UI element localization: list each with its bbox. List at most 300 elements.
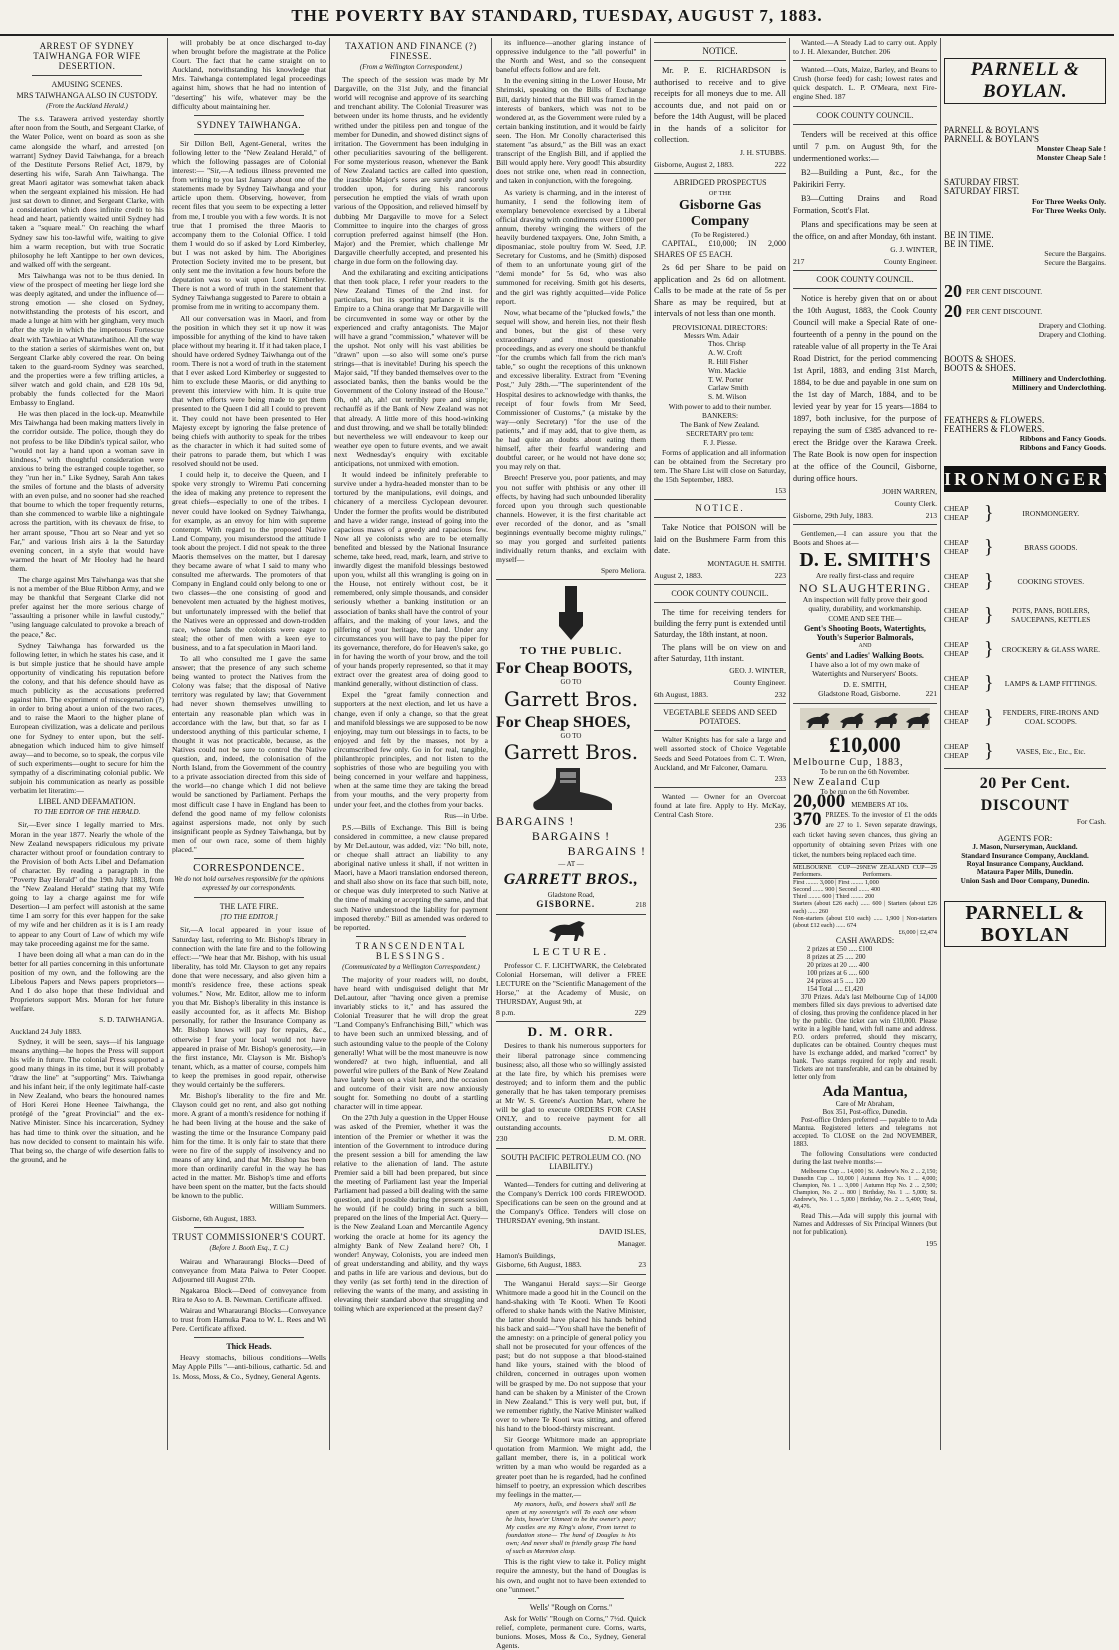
cash-awards: [793, 946, 937, 994]
column-rule: [789, 38, 790, 1450]
sweep-table: [793, 879, 937, 937]
ad-number: 233: [774, 773, 786, 783]
ad-number: 221: [925, 689, 937, 699]
table-heading: NEW ZEALAND CUP—29 Performers.: [862, 863, 937, 878]
ad-number: 195: [925, 1238, 937, 1248]
article-paragraph: The s.s. Tarawera arrived yesterday shortly after noon from the South, and Sergeant Clarke, of the Water Police, went on board as soon as she came alongside the wharf, and arrested [on warrant] Sydney David Taiwhanga, for a breach of the Destitute Persons Relief Act, 1879, by deserting his wife, Sarah Ann Taiwhanga. The great Maori agitator was somewhat taken aback when the sergeant explained his mission. He had just sat down to dinner, and Sergeant Clarke, with a consideration which does infinite credit to his head and heart, patiently waited until Sydney had taken a "square meal." On reaching the wharf Sydney saw his too-lawful wife, waiting to give him a warm reception, but with true Socratic philosophy he left Xantippe to her own devices, and walked off with the sergeant.: [10, 114, 164, 269]
ad-role: County Engineer.: [733, 677, 786, 687]
column-rule: [940, 38, 941, 1450]
ad-paragraph: B2—Building a Punt, &c., for the Pakirikiri Ferry.: [793, 167, 937, 189]
ad-town: GISBORNE.: [536, 898, 596, 909]
ad-signature: JOHN WARREN,: [882, 486, 937, 496]
cheap-label: [944, 538, 982, 556]
ad-heading: BANKERS:: [701, 411, 739, 421]
divider: [793, 524, 937, 525]
table-row: 8 prizes at 25 ..... 200: [807, 953, 866, 961]
ad-brand: D. E. SMITH'S: [799, 549, 931, 572]
divider: [654, 602, 786, 603]
table-row: First ........ 3,000 | First ........ 1,000: [793, 878, 879, 886]
table-row: Starters (about £26 each) ...... 600 | Starters (about £26 each) ...... 260: [793, 900, 937, 915]
divider: [496, 1274, 646, 1275]
prizes-row: [793, 810, 937, 860]
article-paragraph: its influence—another glaring instance of oppressive indulgence to the "all powerful" in the North and West, and so the consequent baneful effects follow and are felt.: [496, 38, 646, 75]
ad-line: BE IN TIME.: [944, 229, 994, 240]
members-count: 20,000: [793, 790, 846, 812]
ad-brand: Garrett Bros.: [503, 686, 639, 711]
ad-footer: [496, 1134, 646, 1143]
ad-line: Monster Cheap Sale !: [1036, 153, 1106, 163]
letter-paragraph: Sir,—Ever since I legally married to Mrs. Moran in the year 1877. Nearly the whole of the New Zealand newspapers ridiculous my private character without proof or foundation contrary to the Provision of both Acts Libel and Defamation of character. By reading a paragraph in the "Poverty Bay Herald" of the 19th July 1883, from the "New Zealand Herald" stating that my Wife going to lay a charge against me for wife Desertion—I am perfect will astonish at the same time I am sorry for this ever happen for the sake of my wife and her children as it is is I am ready to appear to any Court of Law of which my wife may take proceeding against me for the same.: [10, 820, 164, 948]
cheap-item-label: VASES, Etc., Etc., Etc.: [1015, 746, 1086, 756]
agent-entry: Royal Insurance Company, Auckland.: [966, 860, 1084, 869]
cheap-item-row: [944, 568, 1106, 594]
ad-address: Hamon's Buildings,: [496, 1251, 556, 1261]
article-paragraph: As variety is charming, and in the interest of humanity, I send the following item of exemplary benevolence exercised by a Liberal official drawing with condiments over £1000 per annum, thereby wringing the withers of the heavily burdened taxpayers. One, John Smith, a diposmaniac, stole poultry from W. Seed, J.P. Secretary for Customs, and he (Smith) disposed of them to an unfortunate young girl of the "demi monde" for 5s 6d, who was also summoned for receiving. Smith got his deserts, and the girl was rightly acquitted—vide Police report.: [496, 187, 646, 306]
divider: [654, 703, 786, 704]
ad-brand: Gisborne Gas Company: [678, 197, 762, 229]
director-name: Messrs Wm. Adair: [684, 330, 739, 340]
director-name: A. W. Croft: [708, 348, 743, 358]
ad-paragraph: CAPITAL, £10,000; IN 2,000 SHARES OF £5 EACH.: [654, 239, 786, 259]
ad-line: FEATHERS & FLOWERS.: [944, 423, 1045, 434]
ad-line: Millinery and Underclothing.: [1012, 382, 1106, 392]
masthead: [0, 0, 1114, 36]
ad-paragraph: Post-office Orders preferred — payable to to Ada Mantua. Registered letters and telegrams not accepted. To CLOSE on the 2nd NOVEMBER, 1883.: [793, 1116, 937, 1148]
parnell-boylan-heading: PARNELL & BOYLAN.: [944, 58, 1106, 104]
ad-bargains: BARGAINS !: [531, 828, 611, 843]
divider: [194, 115, 304, 116]
table-row: Second ....... 900 | Second ....... 400: [793, 886, 881, 894]
ad-line: Millinery and Underclothing.: [1012, 373, 1106, 383]
divider: [194, 897, 304, 898]
ad-line: The Bank of New Zealand.: [680, 420, 760, 430]
divider: [793, 703, 937, 704]
ad-bargains: BARGAINS !: [496, 813, 575, 828]
divider: [654, 60, 786, 61]
article-source: (From a Wellington Correspondent.): [359, 63, 463, 71]
column-rule: [167, 38, 168, 1450]
ad-paragraph: The plans will be on view on and after Saturday, 11th instant.: [654, 642, 786, 663]
ad-line: FEATHERS & FLOWERS.: [944, 414, 1045, 425]
column-2: [172, 38, 326, 1450]
ad-signature: G. J. WINTER,: [890, 244, 937, 254]
table-row: Non-starters (about £10 each) ...... 1,900 | Non-starters (about £12 each) ...... 674: [793, 914, 937, 930]
agent-entry: Standard Insurance Company, Auckland.: [961, 851, 1089, 860]
divider: [496, 1148, 646, 1149]
cheap-label: [944, 674, 982, 692]
column-rule: [491, 38, 492, 1450]
ad-footer: [496, 900, 646, 910]
column-4: [496, 38, 646, 1650]
ad-signature: MONTAGUE H. SMITH.: [707, 558, 786, 568]
cheap-item-label: POTS, PANS, BOILERS, SAUCEPANS, KETTLES: [1011, 606, 1091, 625]
members-price: MEMBERS AT 10s.: [851, 800, 909, 809]
court-bench: (Before J. Booth Esq., T. C.): [209, 1244, 289, 1253]
directors-list: [654, 332, 786, 402]
ad-paragraph: Ask for Wells' "Rough on Corns," 7½d. Quick relief, complete, permanent cure. Corns, warts, bunions. Moses, Moss & Co., Sydney, General Agents.: [496, 1613, 646, 1650]
column-1: [10, 38, 164, 1450]
ad-paragraph: Notice is hereby given that on or about the 10th August, 1883, the Cook County Council will make a Special Rate of one-fourteenth of a penny in the pound on the rateable value of all property in the Te Arai Road District, for the period commencing 1st April, 1883, and ending 31st March, 1884, to be due and payable in one sum on the 1st day of March, 1884, and to be levied year by year for 15 years—1884 to 1897, both inclusive, for the purpose of repaying the sum of £385 advanced to re-erect the Bridge over the Karawa Creek. The Rate Book is now open for inspection at the office of the Council, Gisborne, during office hours.: [793, 293, 937, 483]
ad-paragraph: The following Consultations were conducted during the last twelve months:—: [793, 1150, 937, 1166]
ad-number: 232: [774, 690, 786, 700]
divider: [496, 1021, 646, 1022]
ad-line: COME AND SEE THE—: [828, 614, 902, 623]
article-paragraph: Wairau and Wharaurangi Blocks—Conveyance to trust from Hamuka Paoa to W. L. Rees and Wi Pere. Certificate affixed.: [172, 1306, 326, 1334]
letter-signature: S. D. TAIWHANGA.: [99, 1015, 164, 1025]
divider: [356, 936, 466, 937]
ad-date: August 2, 1883.: [654, 570, 703, 580]
article-paragraph: In the evening sitting in the Lower House, Mr Shrimski, speaking on the Bills of Exchange Bill, darkly hinted that the Bill was framed in the interests of bankers, which was not to be wondered at, as the Government were ruled by a certain banking institution, and it would be fairly seen. The Hon. Mr Conolly characterised this statement "as absurd," as the Bill was an exact transcript of the English Bill, and if applied the Bill would apply here. Very good! This absurdity does not strike one, when read in connection, and taken in conjunction, with the foregoing.: [496, 76, 646, 186]
ad-address: Care of Mr Abraham,: [835, 1100, 895, 1108]
cheap-item-row: [944, 534, 1106, 560]
article-headline: TAXATION AND FINANCE (?) FINESSE.: [345, 41, 477, 61]
brace-icon: }: [984, 604, 994, 627]
divider: [654, 730, 786, 731]
prize-amount: £10,000: [829, 731, 901, 757]
article-paragraph: Sir George Whitmore made an appropriate quotation from Marmion. We might add, the gallant member, there is, in a political work written by a man who would be regarded as a greater poet than he is regarded, had he confined himself to poetry, an expression which describes my feelings in the matter,—: [496, 1435, 646, 1499]
ad-paragraph: 370 Prizes. Ada's last Melbourne Cup of 14,000 members filled six days previous to advertised date of closing, thus proving the confidence placed in her by the public. One ticket can win £10,000. Please write in a legible hand, with full name and address. P.O. orders preferred, should they miscarry, duplicates can be obtained. Country cheques must have 1s exchange added, and marked "correct" by bank. Two stamps required for reply and result. Tickets are not transferable, and can be obtained by letter only from: [793, 993, 937, 1081]
article-paragraph: Wairau and Wharaurangi Blocks—Deed of conveyance from Mata Paiwa to Peter Cooper. Adjourned till August 27th.: [172, 1256, 326, 1284]
article-paragraph: To all who consulted me I gave the same answer; that the presence of any such scheme being wanted to protect the Natives from the Colony was false; that the disposal of Native territory was regulated by law; that Government had never shown themselves unwilling to entertain any reasonable plan which was in accordance with the law, but that, so far as I understood anything of this particular scheme, I thought it was not practicable, because, as the Natives could not be sure to control the Native question, and, indeed, the colonisation of the North Island, from the Government of the country to a private association directed from this side of the world—no change which I did not believe would be sanctioned by Parliament. Perhaps the most difficult case I have in England has been to defend the good name of my fellow colonists against aspersions made, not only by such insignificant people as Sydney Taiwhanga, but by men of our own race, some of them highly placed.": [172, 654, 326, 854]
cheap-item-row: [944, 500, 1106, 526]
ad-line: PARNELL & BOYLAN'S: [944, 134, 1039, 145]
prizes-count: 370: [793, 808, 822, 830]
divider: [654, 787, 786, 788]
ad-paragraph: Mr. P. E. RICHARDSON is authorised to receive and to give receipts for all moneys due to me. All accounts due, and not paid on or before the 14th August, will be placed in the hands of a solicitor for collection.: [654, 66, 786, 145]
ad-number: 222: [774, 159, 786, 169]
divider: [194, 1227, 304, 1228]
pb-group: [944, 178, 1106, 214]
ad-paragraph: Tenders will be received at this office until 7 p.m. on August 9th, for the undermentioned works:—: [793, 129, 937, 163]
article-paragraph: P.S.—Bills of Exchange. This Bill is being considered in committee, a new clause prepared by Mr DeLautour, was added, viz: "No bill, note, or cheque shall attract an liability to any aboriginal native unless it shall, if not written in Maori, have a Maori translation endorsed thereon, and shall also show on its face that such bill, note, or cheque was duly interpreted to such Native at the time of making or accepting the same, and that such Native understood the liability for payment imposed thereby." Bill as amended was ordered to be reported.: [334, 822, 488, 932]
pb-group: [944, 126, 1106, 162]
consultations-list: Melbourne Cup ... 14,000 | St. Andrew's No. 2 ... 2,150; Dunedin Cup ... 10,000 | Autumn Hcp No. 1 ... 4,000; Champion, No. 1 ... 3,000 | Autumn Hcp No. 2 ... 2,500; Champion, No. 2 ... 800 | Birthday, No. 1 ... 5,000; St. Andrew's, No. 1 ... 5,000 | Birthday, No. 2 ... 5,400; Total, 49,476.: [793, 1168, 937, 1210]
cheap-item-row: [944, 704, 1106, 730]
cheap-items-list: [944, 500, 1106, 764]
cheap-word: CHEAP: [944, 547, 969, 557]
divider: [194, 134, 304, 135]
cheap-label: [944, 742, 982, 760]
cheap-item-label: CROCKERY & GLASS WARE.: [1001, 644, 1100, 654]
ad-line: PER CENT DISCOUNT.: [966, 286, 1043, 296]
letter-heading: THE LATE FIRE.: [219, 902, 279, 912]
brace-icon: }: [984, 672, 994, 695]
article-source: (From the Auckland Herald.): [46, 102, 128, 111]
parnell-boylan-footer: PARNELL & BOYLAN: [944, 901, 1106, 947]
ad-paragraph: Walter Knights has for sale a large and well assorted stock of Choice Vegetable Seeds and Seed Potatoes from C. T. Wren, Auckland, and Mr Falconer, Oamaru.: [654, 735, 786, 772]
ad-footer: [496, 1260, 646, 1269]
table-row: £6,000 | £2,474: [898, 929, 937, 937]
article-paragraph: will probably be at once discharged to-day when brought before the magistrate at the Police Court. The fact that he came straight on to Auckland, notwithstanding his knowledge that Mrs. Taiwhanga contemplated legal proceedings against him, shows that he had no intention of "deserting" his wife, whatever may be the difficulty about maintaining her.: [172, 38, 326, 111]
divider: [793, 288, 937, 289]
agent-entry: J. Mason, Nurseryman, Auckland.: [972, 843, 1078, 852]
cheap-word: CHEAP: [944, 674, 969, 684]
classified-ad: Wanted.—A Steady Lad to carry out. Apply to J. H. Alexander, Butcher. 206: [793, 38, 937, 57]
divider: [793, 106, 937, 107]
divider: [32, 75, 142, 76]
cheap-word: CHEAP: [944, 717, 969, 727]
ad-line: For Three Weeks Only.: [1031, 196, 1106, 206]
discount-percent: 20: [944, 301, 962, 322]
column-5: [654, 38, 786, 1450]
letter-address: [TO THE EDITOR.]: [220, 913, 278, 922]
ad-line: Drapery and Clothing.: [1038, 330, 1106, 340]
cheap-word: CHEAP: [944, 640, 969, 650]
ad-line: NO SLAUGHTERING.: [799, 580, 931, 595]
ad-signature: DAVID ISLES,: [599, 1227, 646, 1237]
discount-percent: 20: [944, 281, 962, 302]
ad-signature: J. H. STUBBS.: [739, 147, 786, 157]
divider: [496, 1175, 646, 1176]
table-row: 20 prizes at 20 ..... 400: [807, 961, 869, 969]
article-headline: TRANSCENDENTAL BLESSINGS.: [355, 940, 467, 961]
divider: [194, 1337, 304, 1338]
ad-heading: SOUTH PACIFIC PETROLEUM CO. (NO LIABILITY.): [501, 1152, 641, 1171]
ad-heading: Thick Heads.: [226, 1342, 272, 1352]
cheap-item-label: IRONMONGERY.: [1022, 508, 1080, 518]
cheap-label: [944, 708, 982, 726]
brace-icon: }: [984, 706, 994, 729]
ad-footer: [654, 160, 786, 169]
cheap-word: CHEAP: [944, 606, 969, 616]
table-row: Third ........ 600 | Third ........ 200: [793, 893, 875, 901]
boot-illustration-icon: [526, 766, 616, 812]
ad-line: SATURDAY FIRST.: [944, 186, 1020, 197]
ad-heading: NOTICE.: [702, 46, 738, 56]
cheap-item-row: [944, 602, 1106, 628]
article-paragraph: It would indeed be infinitely preferable to survive under a hydra-headed monster than to be tortured by the manipulations, evil doings, and chicanery of a merciless Cyclopean devourer. Under the former the profits would be distributed and have a wider range, instead of going into the capacious maws of a greedy and rapacious few. Now all ye colonists who are to be eternally benefited and blessed by the National Insurance scheme, take heed, read, mark, learn, and strive to inwardly digest the manifold blessings bestowed upon you, whilst all this wrangling is going on in the House, not entirely without cost, be it remembered, only simple thousands, and consider seriously whether a banking institution or an association of banks shall have the control of your affairs, and the making of your laws, and the pilfering of your heritage, the land. Under any circumstances you will have to pay the piper for its governance, therefore, do for Heaven's sake, go in for having the worth of your brow, and the toil of your hands properly represented, so that it may extract over the greatest area of doing good to mankind generally, without distinction of class.: [334, 470, 488, 689]
ad-number: 223: [774, 570, 786, 580]
cheap-word: CHEAP: [944, 742, 969, 752]
director-name: S. M. Wilson: [708, 392, 747, 402]
ad-line: To be run on the 6th November.: [820, 787, 910, 796]
ad-signature: D. M. ORR.: [608, 1134, 646, 1144]
ad-brand: Garrett Bros.: [503, 739, 639, 764]
article-paragraph: Breech! Preserve you, poor patients, and may you not suffer with phthisis or any other ill effects, by having had such unbounded liberality forced upon you through such questionable channels. However, it is the first charitable act ever recorded of the donor, and as "small beginnings eventually become mighty rulings," so may you gorged and surfeited patients individually return thanks, and exclaim with myself—: [496, 473, 646, 565]
ad-line: GO TO: [560, 678, 582, 687]
ad-heading: ABRIDGED PROSPECTUS: [673, 177, 767, 187]
ad-line: Gent's Shooting Boots, Watertights, Youth's Superior Balmorals,: [804, 623, 926, 642]
ad-paragraph: Read This.—Ada will supply this journal with Names and Addresses of Six Principal Winners (but not for publication).: [793, 1212, 937, 1236]
ad-line: BOOTS & SHOES.: [944, 363, 1016, 374]
cheap-label: [944, 606, 982, 624]
brace-icon: }: [984, 536, 994, 559]
article-paragraph: The majority of your readers will, no doubt, have heard with undisguised delight that Mr DeLautour, after "having once given a premise invariably sticks to it," and has assured the Colonial Treasurer that he will drop the great "Land Company's Enfranchising Bill," which was to have been such an unmixed blessing, and of such astounding value to the people of the Colony generally! What will be the most maneuvre is now wondered? at two high, influential, and all powerful wire pullers of the Bank of New Zealand have lately been on a visit here, and the occasion and outcome of their visit are now anxiously sought for. Something no doubt of a startling character will in time appear.: [334, 974, 488, 1112]
ad-line: New Zealand Cup: [793, 776, 881, 788]
article-headline: TRUST COMMISSIONER'S COURT.: [172, 1232, 326, 1243]
section-heading: CORRESPONDENCE.: [193, 862, 305, 875]
ad-role: County Engineer.: [883, 256, 937, 266]
article-paragraph: All our conversation was in Maori, and from the position in which they set it up now it was impossible for anything of the kind to have taken place without my hearing it. If it had taken place, I should have ordered Sydney Taiwhanga out of the room. There is not a word of truth in the statement that I ever asked Lord Kimberley or suggested to him to exclude these Maoris, or did anything to prevent this interview with him. It is quite true that when efforts were being made to get them presented to the Queen I did all I could to prevent it. They could not have been presented to Her Majesty except by ignoring the false pretence of being chiefs with authority to speak for the tribes as the character in which it had suited some of their patrons to parade them, but which I was resolved should not be used.: [172, 313, 326, 469]
pb-group: [944, 355, 1106, 391]
cheap-word: CHEAP: [944, 513, 969, 523]
letter-date: Auckland 24 July 1883.: [10, 1027, 82, 1037]
pb-group: [944, 231, 1106, 267]
ad-heading: PROVISIONAL DIRECTORS:: [672, 322, 768, 332]
ad-line: For Three Weeks Only.: [1031, 205, 1106, 215]
table-row: 24 prizes at 5 ..... 120: [807, 977, 866, 985]
article-paragraph: On the 27th July a question in the Upper House was asked of the Premier, whether it was the intention of the Premier or whether it was the intention of the Government to introduce during the present session a bill for amending the law relative to the alienation of land. The astute Premier said a bill had been prepared, but since the meeting of Parliament last year the Imperial Parliament had passed a bill dealing with the same question, and it possible during the present session he would (if he could) bring in such a bill, prepared on the lines of the Imperial Act. Query—is the New Zealand Loan and Mercantile Agency working the oracle at home for its agency the almighty Bank of New Zealand here? Oh, I wonder! Anyway, Colonists, you are indeed men of great understanding and ability, and thy ways and paths in life are various and devious, but do they verily (as set forth) tend in the direction of relieving the wants of the many, and assisting in elevating their standard above that struggling and toiling which are experienced at the present day?: [334, 1113, 488, 1314]
divider: [518, 1598, 624, 1599]
cheap-item-row: [944, 636, 1106, 662]
article-paragraph: The speech of the session was made by Mr Dargaville, on the 31st July, and the financial world will recognise and approve of its searching and trenchant ability. The Colonial Treasurer was between under its home thrusts, and he evidently writhed under the pitiless pen and tongue of the member for Dunedin, and showed distinct signs of irritation. The Government has been indulging in other peculiarities savouring of the belligerent. For some mysterious reason, whenever the Bank of New Zealand tactics are called into question, the irascible Major's sores are surely and sorely trodden upon, for during his rancorous persecution he emptied the vials of wrath upon various of the Opposition, and relieved himself by dubbing Mr Dargaville to move for a Select Committee to inquire into the charges of gross corruption preferred against himself (the Hon. Major) and the Premier, which challenge Mr Dargaville cheerfully accepted, and presented his charge in due form on the following day.: [334, 75, 488, 266]
cheap-label: [944, 572, 982, 590]
article-paragraph: Expel the "great family connection and supporters at the next election, and let us have a change, even if only a change, so that the great and manifold blessings we are supposed to be now enjoying, may turn out blessings in to facts, to be enjoyed and felt by the masses, not by a circumscribed few only. Go in for real, tangible, philanthropic principles, and not listen to the sophistries of those who are beguiling you with being concerned in your welfare and happiness, when at the same time they are taking the bread from your mouths, and the very property from under your feet, and the clothes from your backs.: [334, 690, 488, 809]
letter-date: Gisborne, 6th August, 1883.: [172, 1214, 257, 1224]
ad-line: For Cheap SHOES,: [496, 713, 631, 731]
cheap-word: CHEAP: [944, 708, 969, 718]
article-paragraph: He was then placed in the lock-up. Meanwhile Mrs Taiwhanga had been making matters lively in the corridor outside. The police, though they do not profess to be like Dibdin's typical sailor, who "would not lay a hand upon a woman save in kindness," with thoughtful consideration were anxious to bring the estranged couple together, so they "run her in." Like Sydney, Sarah Ann takes the smiles of fortune and the blasts of adversity with an even pulse, and no sooner had she reached that bourne to which the toper frequently returns, than she commenced to warble like a nightingale across the partition, with its chevaux de frise, to her arrant spouse, "Thou art so Near and yet so Far," and various Irish airs à la the Saturday evening concert, in a style that would have warmed the heart of Mr Hooley had he heard them.: [10, 409, 164, 573]
masthead-title: THE POVERTY BAY STANDARD, TUESDAY, AUGUST 7, 1883.: [291, 6, 823, 25]
article-paragraph: Sydney, it will be seen, says—if his language means anything—he hopes the Press will support his wife in future. The colonial Press supported a good many things in its time, but it will probably "draw the line" at "supporting" Mrs. Taiwhanga and his infant heir, if the only legitimate half-caste in New Zealand, who bears the honoured names of Hori Kerei Hone Heenee Taiwhanga, the protégé of the "great Provincial" and the ex-Native Minister. Since his incarceration, Sydney has had time to think over the situation, and he has now decided to consent to maintain his wife. That being so, the charge of wife desertion falls to the ground, and he: [10, 1036, 164, 1164]
ad-line: Monster Cheap Sale !: [1036, 144, 1106, 154]
ad-paragraph: Wanted — Owner for an Overcoat found at late fire. Apply to Hy. McKay, Central Cash Store.: [654, 791, 786, 819]
brace-icon: }: [984, 740, 994, 763]
brace-icon: }: [984, 502, 994, 525]
cheap-word: CHEAP: [944, 649, 969, 659]
article-paragraph: Sir Dillon Bell, Agent-General, writes the following letter to the "New Zealand Herald," of which the following passages are of Colonial interest:— "Sir,—A tedious illness prevented me from writing to you last January about one of the statements made by Sydney Taiwhanga and your article upon them. Observing, however, from recent files that you seem to be expecting a letter from me, I trouble you with a few words. It is not true that I promised the three Maoris to accompany them to the Colonial Office. I told them I would do so if asked by Lord Kimberley, but I was not asked by him. The Aborigines Protection Society invited me to be present, but only sent me the invitation a few hours before the deputation was to wait upon Lord Kimberley. There is not a word of truth in the statement that Sydney Taiwhanga suggested to Parere to obtain a promise from me in writing to accompany them.: [172, 138, 326, 312]
agent-entry: Mataura Paper Mills, Dunedin.: [976, 868, 1074, 877]
ad-number: 229: [634, 1008, 646, 1018]
brace-icon: }: [984, 570, 994, 593]
ad-footer: [654, 571, 786, 580]
ad-number: 153: [774, 485, 786, 495]
cheap-word: CHEAP: [944, 615, 969, 625]
letter-paragraph: Mr. Bishop's liberality to the fire and Mr. Clayson could get no rent, and also got nothing more. A grant of a month's residence for nothing if he had been living at the house and the sake of wasting the time or the Insurance Company paid him for the time. It is only fair to state that there were no fire of the supply of insolvency and no means of any kind, and that Mr. Bishop has been more than ordinarily careful in the way he has acted in the matter. Mr. Bishop's time and efforts have been spent on the matter, but the facts should be known to the public.: [172, 1091, 326, 1201]
cheap-word: CHEAP: [944, 683, 969, 693]
ad-line: Are really first-class and require: [815, 571, 915, 581]
ad-bargains: BARGAINS !: [567, 843, 646, 858]
ad-paragraph: Desires to thank his numerous supporters for their liberal patronage since commencing business; also, all those who so willingly assisted at the late fire, by which his premises were destroyed; and to inform them and the public generally that he has taken temporary premises at Mr W. S. Greene's Auction Mart, where he will be glad to execute ORDERS FOR CASH ONLY, and to receive payment for all outstanding accounts.: [496, 1041, 646, 1133]
article-headline: SYDNEY TAIWHANGA.: [196, 119, 302, 130]
article-paragraph: The Wanganui Herald says:—Sir George Whitmore made a good hit in the Council on the hand-shaking with Te Kooti. When Te Kooti offered to shake hands with the Native Minister, the latter should have placed his hands behind his back and said—"You shall have the benefit of the amnesty: on a principle of general policy you shall not be prosecuted for your offences of the past; but do not suppose a that blood-stained hand like yours, stained with the blood of children, concerned in outrages upon women will be grasped by me. Do not suppose that your hand can be shaken by a Minister of the Crown in New Zealand." This is very well put, but, if we remember rightly, the Native Minister walked over to where Te Kooti was sitting, and offered his hand to the blood-thirsty miscreant.: [496, 1278, 646, 1434]
letter-paragraph: I have been doing all what a man can do in the better for all parties concerning in this unfortunate position of my own, and the following are the Libelous Papers and News papers proprietors—And I do also hope that these Individual and Proprietors support Mrs. Moran for her future welfare.: [10, 949, 164, 1014]
article-signature: Rus—in Urbe.: [444, 810, 488, 820]
ad-heading: Wells' "Rough on Corns.": [529, 1602, 613, 1612]
director-name: Thos. Chrisp: [708, 339, 746, 349]
ad-line: F. J. Piesse.: [703, 438, 737, 448]
article-source: (Communicated by a Wellington Correspondent.): [342, 962, 480, 971]
director-name: R. Hill Fisher: [708, 357, 748, 367]
ad-line: — AT —: [558, 859, 584, 868]
brace-icon: }: [984, 638, 994, 661]
ad-footer: [793, 257, 937, 266]
pointing-hand-icon: [551, 584, 591, 642]
ad-date: Gisborne, August 2, 1883.: [654, 159, 734, 169]
ad-line: (To be Registered.): [691, 229, 749, 239]
article-signature: Spero Meliora.: [601, 566, 646, 576]
cheap-item-row: [944, 738, 1106, 764]
ad-address: Gladstone Road,: [547, 890, 595, 899]
agents-heading: AGENTS FOR:: [997, 833, 1053, 844]
sweep-table-header: [793, 863, 937, 879]
ad-line: GO TO: [560, 731, 582, 740]
cash-awards-heading: CASH AWARDS:: [835, 936, 895, 946]
ad-paragraph: Wanted—Tenders for cutting and delivering at the Company's Derrick 100 cords FIREWOOD. Specifications can be seen on the ground and at the Company's Office. Tenders will close on THURSDAY evening, 9th instant.: [496, 1179, 646, 1226]
ad-number: 217: [793, 256, 805, 266]
cheap-label: [944, 504, 982, 522]
ad-heading: SECRETARY pro tem:: [686, 429, 754, 439]
ad-line: PER CENT DISCOUNT.: [966, 306, 1043, 316]
ad-line: Secure the Bargains.: [1044, 248, 1106, 258]
ad-heading: COOK COUNTY COUNCIL.: [671, 588, 769, 598]
table-row: 2 prizes at £50 ..... £100: [807, 945, 873, 953]
ironmongery-banner: IRONMONGERY: [944, 466, 1106, 492]
letter-address: TO THE EDITOR OF THE HERALD.: [33, 808, 141, 817]
divider: [793, 60, 937, 61]
ad-role: Manager.: [617, 1239, 646, 1249]
ad-heading: COOK COUNTY COUNCIL.: [816, 110, 914, 120]
racehorses-icon: [800, 708, 930, 730]
section-note: We do not hold ourselves responsible for the opinions expressed by our correspondents.: [174, 875, 324, 893]
article-paragraph: And the exhilarating and exciting anticipations that then took place, I refer your readers to the New Zealand Times of the 2nd inst. for particulars, but its sporting parlance it is the Empire to a China orange that Mr Dargaville will be circumvented in some way or other by the experienced and crafty antagonists. The Major will have a grand "commission," whatever will be the upshot. Not only will his vast abilities be "drawn" upon —so also will some one's purse strings—that is inevitable! During his speech the Major said, "If they banded themselves over to the associated banks, then the banks would be the Government of the Colony instead of the House." Oh, oh! ah, ah! cut terribly pure and simple; rechauffé as if the Bank of New Zealand was not that already. A little more of this hood-winking and dust throwing, and we shall be totally blinded: but nevertheless we will endeavour to keep our weather eye open to future events, and we await next Wednesday's enquiry with excitable anticipations, not unmixed with emotion.: [334, 268, 488, 469]
ad-number: 213: [925, 511, 937, 521]
cheap-word: CHEAP: [944, 572, 969, 582]
table-row: 100 prizes at 6 ..... 600: [807, 969, 869, 977]
ad-footer: [654, 690, 786, 699]
classified-ad: Wanted.—Oats, Maize, Barley, and Beans to Crush (horse feed) for cash; lowest rates and quick despatch. L. P. O'Meara, next Fire-engine Shed. 187: [793, 65, 937, 102]
divider: [654, 173, 786, 174]
letter-heading: LIBEL AND DEFAMATION.: [38, 797, 136, 807]
table-heading: MELBOURNE CUP—29 Performers.: [793, 863, 863, 878]
ad-signature: GEO. J. WINTER,: [729, 665, 786, 675]
ad-number: 230: [496, 1134, 508, 1144]
table-row: 154 Total ..... £1,420: [807, 985, 864, 993]
ad-heading: NOTICE.: [695, 502, 745, 513]
ad-date: Gisborne, 6th August, 1883.: [496, 1260, 582, 1270]
cheap-item-label: LAMPS & LAMP FITTINGS.: [1004, 678, 1097, 688]
divider: [654, 42, 786, 43]
ad-paragraph: Gentlemen,—I can assure you that the Boots and Shoes at—: [793, 529, 937, 548]
ad-number: 236: [774, 821, 786, 831]
letter-paragraph: Sir,—A local appeared in your issue of Saturday last, referring to Mr. Bishop's library in connection with the late fire and to the following effect:—"We hear that Mr. Bishop, with his usual liberality, has told Mr. Clayson to get any repairs done that were necessary, and also given him a month's residence free, these actions speak volumes." Now, Mr. Editor, allow me to inform you that Mr. Bishop's liberality in this instance is easily accounted for, as it affects Mr. Bishop personally, for rather the Insurance Company as Mr. Bishop knows will pay for repairs, &c., otherwise I fear your local would not have appeared in praise of Mr. Bishop's generosity,—in the first instance, Mr. Clayson is Mr. Bishop's tenant, which, as a matter of course, compels him to keep the premises in good repair, otherwise they would certainly be the sufferers.: [172, 925, 326, 1090]
divider: [496, 914, 646, 915]
ad-brand: GARRETT BROS.,: [503, 870, 639, 888]
ad-paragraph: Take Notice that POISON will be laid on the Bushmere Farm from this date.: [654, 523, 786, 556]
horse-icon: [541, 919, 601, 943]
ad-line: For Cash.: [1076, 817, 1106, 827]
ad-footer: [793, 689, 937, 698]
article-paragraph: Now, what became of the "plucked fowls," the sequel will show, and herein lies, not their flesh and bones, but the gist of these very extraordinary and most questionable proceedings, and as every one should be thankful "for the crumbs which fall from the rich man's table," so ought the receptions of this unknown and excessive liberality. Extract from "Evening Post," July 28th.—"The superintendent of the Hospital desires to acknowledge with thanks, the receipt of four fowls from Mr Seed, Commissioner of Customs," (a mistake by the way—only Secretary) "for the use of the patients," and if may add, that to give them, as he had quite an doubts about eating them himself, after their fearful wandering and doubtful career, or he would not have done so; you may rely on that.: [496, 307, 646, 472]
ad-paragraph: The time for receiving tenders for building the ferry punt is extended until Saturday, the 18th instant, at noon.: [654, 607, 786, 639]
prizes-text: PRIZES. To the investor of £1 the odds are 27 to 1. Seven separate drawings, each ticket having seven chances, thus giving an opportunity of obtaining seven Prizes with one ticket, the numbers being replaced each time.: [793, 811, 937, 859]
director-name: T. W. Porter: [708, 374, 744, 384]
ad-line: Drapery and Clothing.: [1038, 321, 1106, 331]
ad-line: Ribbons and Fancy Goods.: [1019, 442, 1106, 452]
ad-heading: VEGETABLE SEEDS AND SEED POTATOES.: [663, 708, 777, 727]
ad-footer: [793, 511, 937, 520]
ad-paragraph: B3—Cutting Drains and Road Formation, Scott's Flat.: [793, 193, 937, 215]
ad-line: With power to add to their number.: [668, 402, 772, 412]
article-headline: ARREST OF SYDNEY TAIWHANGA FOR WIFE DESERTION.: [33, 41, 141, 71]
cheap-item-label: COOKING STOVES.: [1017, 576, 1085, 586]
ad-number: 218: [635, 900, 646, 909]
column-6: [793, 38, 937, 1450]
ad-paragraph: Heavy stomachs, bilious conditions—Wells May Apple Pills "—anti-bilious, cathartic. 5d. and 1s. Moss, Moss, & Co., Sydney, General Agents.: [172, 1353, 326, 1381]
divider: [654, 584, 786, 585]
cheap-item-row: [944, 670, 1106, 696]
pb-group: [944, 281, 1106, 339]
article-subhead: AMUSING SCENES.: [51, 80, 123, 89]
article-paragraph: Ngakaroa Block—Deed of conveyance from Rira te Aso to A. B. Newman. Certificate affixed.: [172, 1285, 326, 1304]
article-paragraph: This is the right view to take it. Policy might require the amnesty, but the hand of Douglas is his own, and ought not to have been extended to one "unmeet.": [496, 1557, 646, 1594]
agent-entry: Union Sash and Door Company, Dunedin.: [960, 876, 1090, 885]
discount-row: [944, 301, 1106, 321]
cheap-word: CHEAP: [944, 504, 969, 514]
column-3: [334, 38, 488, 1450]
column-rule: [329, 38, 330, 1450]
ad-line: OF THE: [708, 189, 732, 197]
